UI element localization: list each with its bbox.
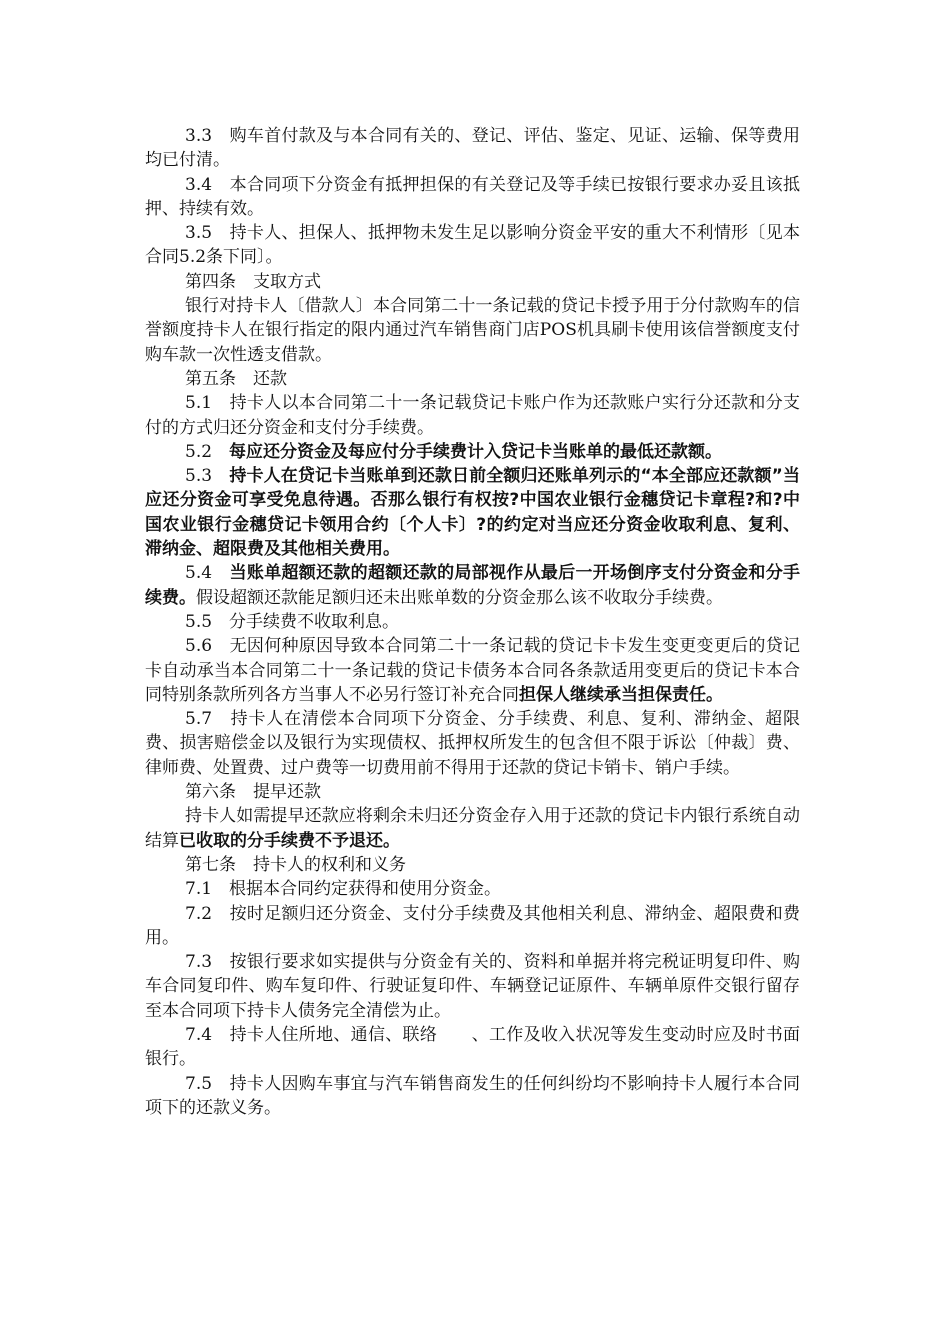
article-6-text — [145, 804, 800, 853]
clause-5-3 — [145, 464, 800, 561]
article-5-heading: 第五条 还款 — [185, 368, 287, 389]
clause-5-6-text: 5.6 无因何种原因导致本合同第二十一条记载的贷记卡卡发生变更变更后的贷记卡自动承当本合同第二十一条记载的贷记卡债务本合同各条款适用变更后的贷记卡本合同特别条款所列各方当事人不必另行签订补充合同 — [145, 636, 800, 705]
clause-5-4-number: 5.4 — [185, 563, 230, 584]
document-body — [145, 124, 800, 1120]
clause-7-2: 7.2 按时足额归还分资金、支付分手续费及其他相关利息、滞纳金、超限费和费用。 — [145, 903, 800, 948]
clause-5-7: 5.7 持卡人在清偿本合同项下分资金、分手续费、利息、复利、滞纳金、超限费、损害赔偿金以及银行为实现债权、抵押权所发生的包含但不限于诉讼〔仲裁〕费、律师费、处置费、过户费等一切费用前不得用于还款的贷记卡销卡、销户手续。 — [145, 709, 800, 778]
article-4-heading: 第四条 支取方式 — [185, 271, 321, 292]
clause-3-3: 3.3 购车首付款及与本合同有关的、登记、评估、鉴定、见证、运输、保等费用均已付清。 — [145, 126, 800, 171]
clause-5-3-number: 5.3 — [185, 466, 230, 487]
article-7-heading: 第七条 持卡人的权利和义务 — [185, 854, 406, 875]
clause-3-4: 3.4 本合同项下分资金有抵押担保的有关登记及等手续已按银行要求办妥且该抵押、持续有效。 — [145, 174, 800, 219]
clause-5-6-bold-text: 担保人继续承当担保责任。 — [519, 684, 723, 705]
clause-5-4 — [145, 561, 800, 610]
article-6-plain-text: 持卡人如需提早还款应将剩余未归还分资金存入用于还款的贷记卡内银行系统自动结算 — [145, 806, 800, 851]
clause-5-3-bold-text: 持卡人在贷记卡当账单到还款日前全额归还账单列示的“本全部应还款额”当应还分资金可享受免息待遇。否那么银行有权按?中国农业银行金穗贷记卡章程?和?中国农业银行金穗贷记卡领用合约〔个人卡〕?的约定对当应还分资金收取利息、复利、滞纳金、超限费及其他相关费用。 — [145, 466, 800, 560]
clause-5-2 — [145, 440, 800, 464]
article-6-heading: 第六条 提早还款 — [185, 782, 321, 803]
clause-7-3: 7.3 按银行要求如实提供与分资金有关的、资料和单据并将完税证明复印件、购车合同复印件、购车复印件、行驶证复印件、车辆登记证原件、车辆单原件交银行留存至本合同项下持卡人债务完全清偿为止。 — [145, 952, 800, 1021]
clause-3-5: 3.5 持卡人、担保人、抵押物未发生足以影响分资金平安的重大不利情形〔见本合同5.2条下同〕。 — [145, 223, 800, 268]
clause-7-1: 7.1 根据本合同约定获得和使用分资金。 — [185, 879, 502, 900]
clause-5-4-text: 假设超额还款能足额归还未出账单数的分资金那么该不收取分手续费。 — [196, 587, 723, 608]
article-4-text: 银行对持卡人〔借款人〕本合同第二十一条记载的贷记卡授予用于分付款购车的信誉额度持卡人在银行指定的限内通过汽车销售商门店POS机具刷卡使用该信誉额度支付购车款一次性透支借款。 — [145, 296, 800, 365]
clause-7-4: 7.4 持卡人住所地、通信、联络 、工作及收入状况等发生变动时应及时书面银行。 — [145, 1024, 800, 1070]
article-6-bold-text: 已收取的分手续费不予退还。 — [179, 830, 400, 851]
clause-5-2-number: 5.2 — [185, 441, 230, 462]
clause-5-1: 5.1 持卡人以本合同第二十一条记载贷记卡账户作为还款账户实行分还款和分支付的方式归还分资金和支付分手续费。 — [145, 393, 800, 438]
clause-5-5: 5.5 分手续费不收取利息。 — [185, 611, 400, 632]
clause-5-6 — [145, 634, 800, 707]
clause-5-4-bold-text: 当账单超额还款的超额还款的局部视作从最后一开场倒序支付分资金和分手续费。 — [145, 563, 800, 608]
clause-7-5: 7.5 持卡人因购车事宜与汽车销售商发生的任何纠纷均不影响持卡人履行本合同项下的还款义务。 — [145, 1073, 800, 1118]
clause-5-2-bold-text: 每应还分资金及每应付分手续费计入贷记卡当账单的最低还款额。 — [229, 441, 723, 462]
